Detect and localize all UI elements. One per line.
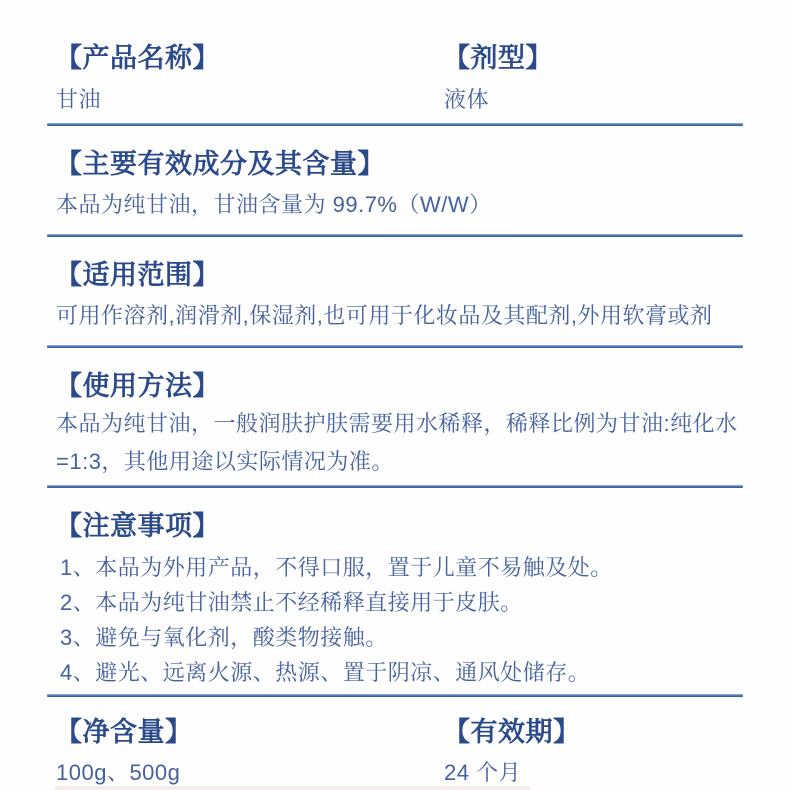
precaution-item: 1、本品为外用产品，不得口服，置于儿童不易触及处。 xyxy=(60,555,613,580)
section-ingredients xyxy=(47,148,743,219)
usage-label: 【使用方法】 xyxy=(55,371,220,401)
dosage-form-value: 液体 xyxy=(444,87,490,112)
product-name-value: 甘油 xyxy=(56,87,102,112)
net-content-value: 100g、500g xyxy=(56,760,181,785)
usage-value: 本品为纯甘油，一般润肤护肤需要用水稀释，稀释比例为甘油:纯化水=1:3，其他用途以实际情况为准。 xyxy=(56,411,738,474)
section-product-name-dosage xyxy=(47,42,743,74)
section-scope xyxy=(47,259,743,330)
divider xyxy=(47,345,743,348)
row-product-name-dosage-values xyxy=(47,86,743,114)
precautions-list xyxy=(47,554,743,687)
validity-label: 【有效期】 xyxy=(443,717,581,747)
precautions-label: 【注意事项】 xyxy=(55,511,220,541)
scope-label: 【适用范围】 xyxy=(55,260,220,290)
precaution-item: 4、避光、远离火源、热源、置于阴凉、通风处储存。 xyxy=(60,660,591,685)
scope-value: 可用作溶剂,润滑剂,保湿剂,也可用于化妆品及其配剂,外用软膏或剂 xyxy=(56,303,713,328)
ingredients-label: 【主要有效成分及其含量】 xyxy=(55,149,385,179)
product-name-label: 【产品名称】 xyxy=(55,43,220,73)
precaution-item: 2、本品为纯甘油禁止不经稀释直接用于皮肤。 xyxy=(60,590,523,615)
validity-value: 24 个月 xyxy=(444,760,522,785)
divider xyxy=(47,485,743,488)
section-net-content-validity xyxy=(47,716,743,748)
net-content-label: 【净含量】 xyxy=(55,717,193,747)
row-net-content-validity-values xyxy=(47,759,743,787)
divider xyxy=(47,694,743,697)
precaution-item: 3、避免与氧化剂，酸类物接触。 xyxy=(60,625,388,650)
divider xyxy=(47,123,743,126)
section-usage xyxy=(47,370,743,481)
divider xyxy=(47,234,743,237)
cut-off-next-section-edge xyxy=(55,786,530,790)
ingredients-value: 本品为纯甘油，甘油含量为 99.7%（W/W） xyxy=(56,192,492,217)
dosage-form-label: 【剂型】 xyxy=(443,43,553,73)
section-precautions xyxy=(47,510,743,687)
